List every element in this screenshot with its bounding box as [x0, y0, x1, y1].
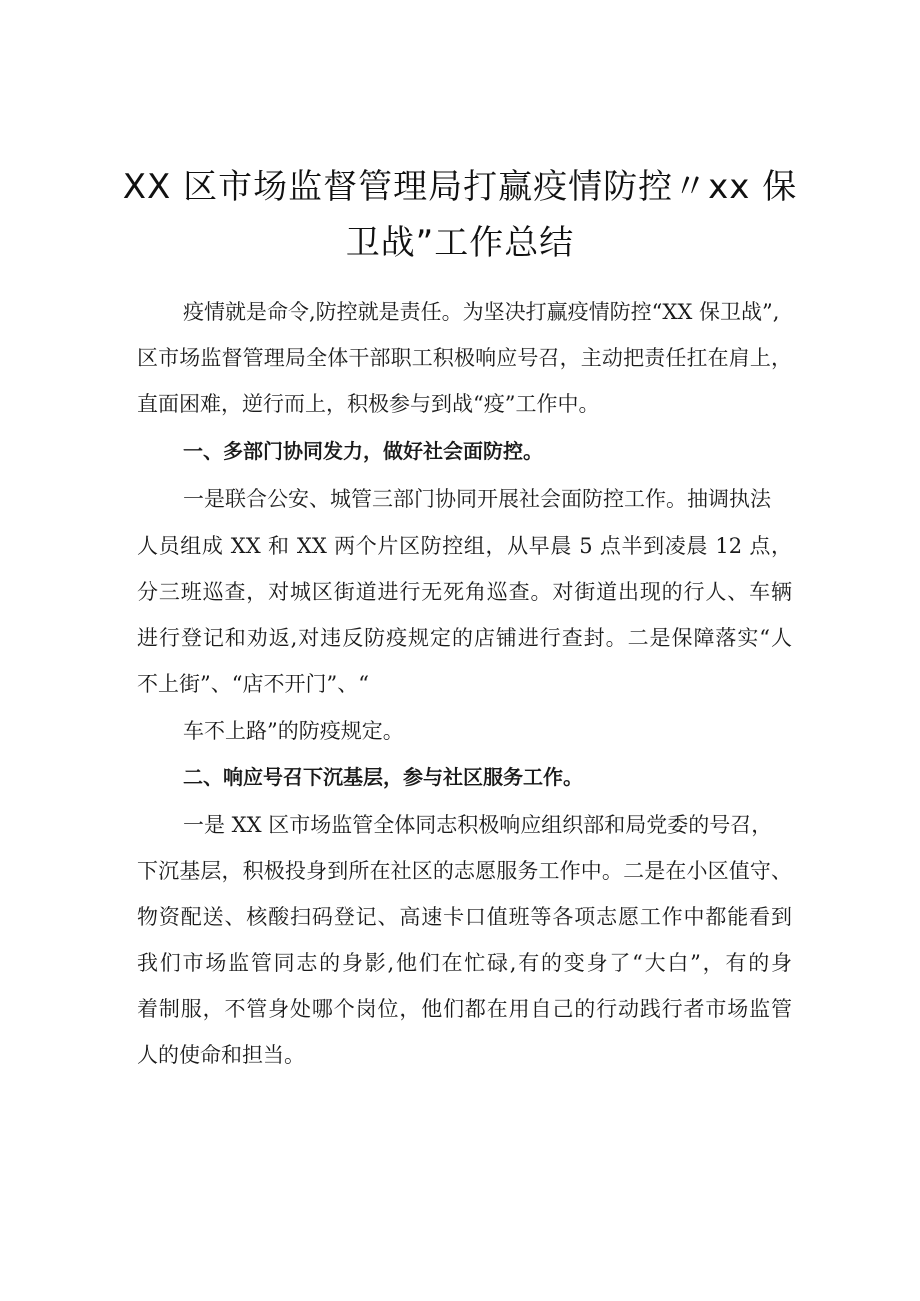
section-2-line-1: 一是 XX 区市场监管全体同志积极响应组织部和局党委的号召， — [183, 813, 773, 837]
section-2-line-5: 着制服，不管身处哪个岗位，他们都在用自己的行动践行者市场监管 — [137, 997, 792, 1021]
section-2-heading: 二、响应号召下沉基层，参与社区服务工作。 — [183, 765, 583, 789]
section-1-heading: 一、多部门协同发力，做好社会面防控。 — [183, 439, 543, 463]
document-title-line-1: XX 区市场监督管理局打赢疫情防控〃xx 保 — [122, 167, 798, 207]
document-title-line-2: 卫战”工作总结 — [345, 223, 575, 263]
section-1-line-6: 车不上路”的防疫规定。 — [183, 719, 404, 743]
section-2-line-6: 人的使命和担当。 — [137, 1043, 305, 1067]
section-1-line-3: 分三班巡查，对城区街道进行无死角巡查。对街道出现的行人、车辆 — [137, 580, 792, 604]
section-2-line-2: 下沉基层，积极投身到所在社区的志愿服务工作中。二是在小区值守、 — [137, 859, 792, 883]
intro-line-1: 疫情就是命令,防控就是责任。为坚决打赢疫情防控“XX 保卫战”, — [183, 300, 780, 324]
intro-line-3: 直面困难，逆行而上，积极参与到战“疫”工作中。 — [137, 392, 600, 416]
section-1-line-2: 人员组成 XX 和 XX 两个片区防控组，从早晨 5 点半到凌晨 12 点， — [137, 534, 792, 558]
intro-line-2: 区市场监督管理局全体干部职工积极响应号召，主动把责任扛在肩上， — [137, 346, 792, 370]
section-1-line-4: 进行登记和劝返,对违反防疫规定的店铺进行查封。二是保障落实“人 — [137, 626, 792, 650]
section-2-line-3: 物资配送、核酸扫码登记、高速卡口值班等各项志愿工作中都能看到 — [137, 905, 792, 929]
section-1-line-5: 不上街”、“店不开门”、“ — [137, 672, 369, 696]
section-2-line-4: 我们市场监管同志的身影,他们在忙碌,有的变身了“大白”，有的身 — [137, 951, 792, 975]
section-1-line-1: 一是联合公安、城管三部门协同开展社会面防控工作。抽调执法 — [183, 487, 771, 511]
